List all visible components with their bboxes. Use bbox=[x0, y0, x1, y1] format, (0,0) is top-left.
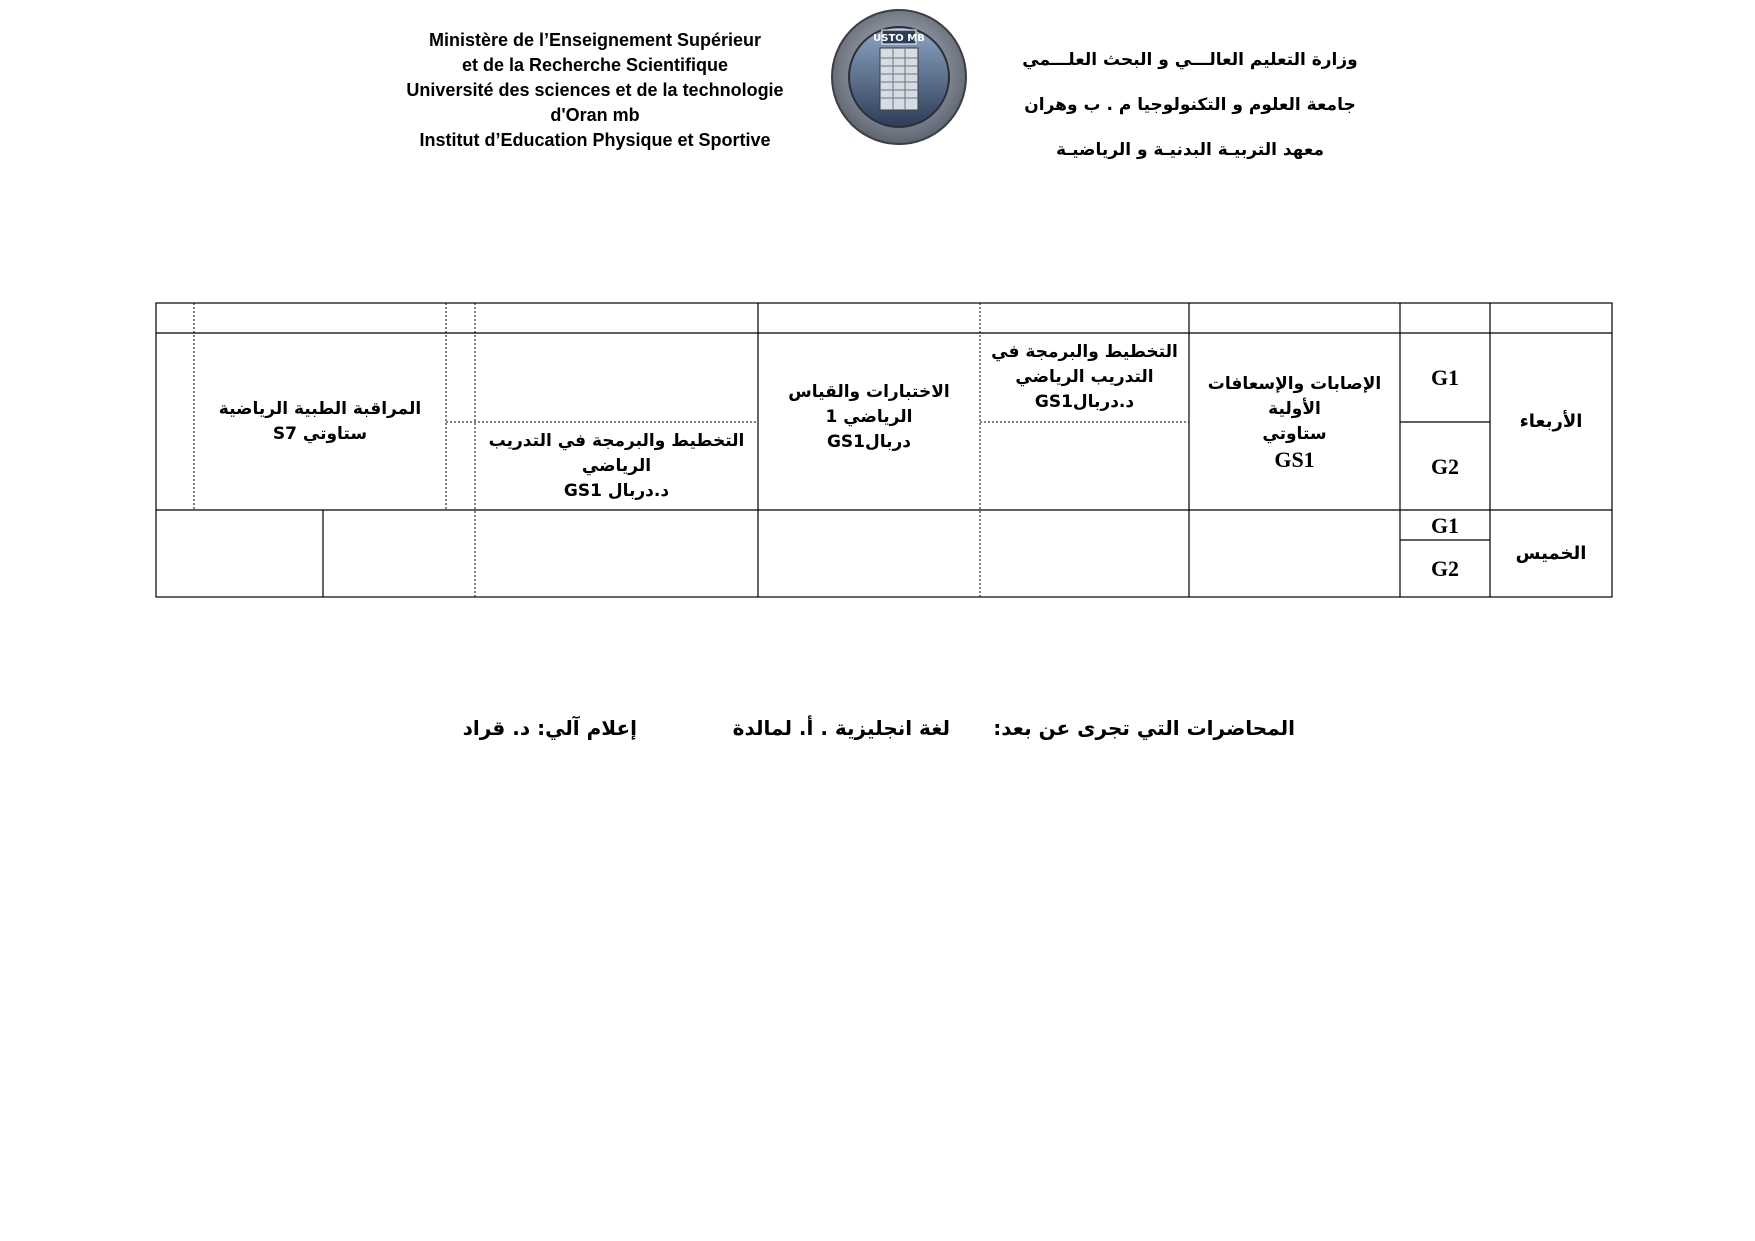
ministry-line-1: Ministère de l’Enseignement Supérieur bbox=[428, 30, 762, 50]
course-title: الرياضي 1 bbox=[825, 407, 913, 427]
ministry-line-ar: وزارة التعليم العالـــي و البحث العلـــمي bbox=[1022, 50, 1358, 70]
wednesday-group-g2: G2 bbox=[1430, 453, 1460, 479]
course-tests-measurement bbox=[758, 333, 980, 510]
course-injuries-first-aid bbox=[1189, 333, 1400, 510]
course-title: التخطيط والبرمجة في التدريب bbox=[488, 430, 745, 451]
institute-line-ar: معهد التربيـة البدنيـة و الرياضيـة bbox=[1055, 140, 1325, 160]
course-teacher: دربالGS1 bbox=[826, 432, 912, 452]
course-title: المراقبة الطبية الرياضية bbox=[218, 398, 422, 419]
course-title: الأولية bbox=[1268, 398, 1321, 419]
course-title: الرياضي bbox=[581, 455, 652, 476]
thursday-group-g2: G2 bbox=[1430, 556, 1460, 581]
course-teacher: ستاوتي S7 bbox=[272, 423, 368, 444]
day-wednesday: الأربعاء bbox=[1519, 411, 1583, 432]
course-planning-bottom bbox=[475, 422, 758, 510]
course-planning-top bbox=[980, 333, 1189, 422]
course-teacher: ستاوتي bbox=[1262, 423, 1327, 444]
university-line-2: d'Oran mb bbox=[550, 105, 640, 125]
course-teacher: د.دربال GS1 bbox=[563, 480, 670, 501]
wednesday-group-g1: G1 bbox=[1430, 365, 1460, 390]
course-title: التدريب الرياضي bbox=[1015, 367, 1154, 387]
university-line-1: Université des sciences et de la technologie bbox=[406, 80, 784, 100]
remote-lectures-label: المحاضرات التي تجرى عن بعد: bbox=[993, 716, 1295, 740]
course-title: الاختبارات والقياس bbox=[788, 382, 950, 402]
course-group: GS1 bbox=[1274, 446, 1315, 472]
course-title: الإصابات والإسعافات bbox=[1207, 373, 1382, 394]
day-thursday: الخميس bbox=[1515, 543, 1587, 564]
university-line-ar: جامعة العلوم و التكنولوجيا م . ب وهران bbox=[1024, 95, 1356, 115]
logo-text: USTO MB bbox=[873, 33, 925, 44]
thursday-group-g1: G1 bbox=[1430, 512, 1460, 538]
ministry-line-2: et de la Recherche Scientifique bbox=[461, 55, 729, 75]
institute-line: Institut d’Education Physique et Sportive bbox=[419, 130, 771, 150]
course-sports-medical-monitoring bbox=[194, 333, 446, 510]
course-title: التخطيط والبرمجة في bbox=[991, 342, 1178, 362]
course-teacher: د.دربالGS1 bbox=[1034, 392, 1135, 412]
remote-english: لغة انجليزية . أ. لمالدة bbox=[732, 716, 950, 740]
remote-informatics: إعلام آلي: د. قراد bbox=[462, 716, 637, 740]
